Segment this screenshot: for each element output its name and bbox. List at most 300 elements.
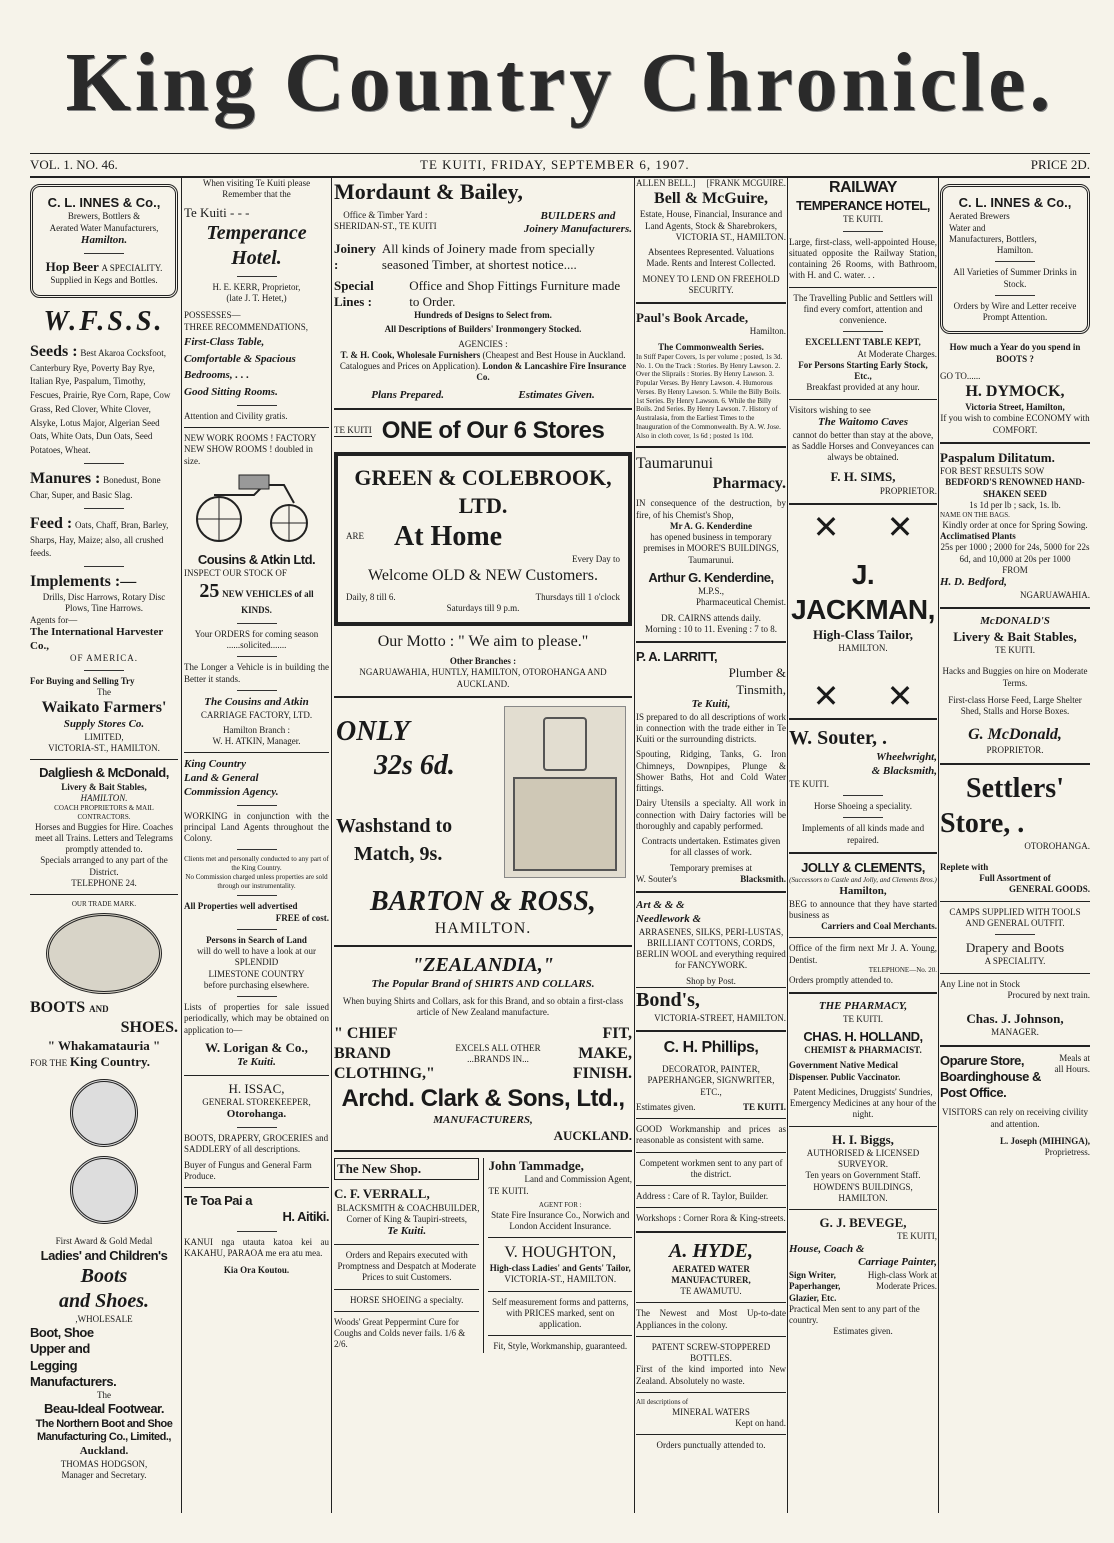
ad-text: (Cheapest and Best House in Auckland. Catalogues and Prices on Application). xyxy=(339,349,626,371)
ad-text: Orders punctually attended to. xyxy=(656,1440,766,1450)
ad-heading: G. McDonald, xyxy=(968,726,1062,744)
ad-text: Joinery Manufacturers. xyxy=(523,223,632,236)
ad-line: A SPECIALITY. xyxy=(101,262,163,273)
ad-heading: 25 xyxy=(199,580,220,602)
ad-heading: C. F. VERRALL, xyxy=(334,1186,430,1202)
ad-text: Otorohanga. xyxy=(226,1108,287,1121)
medals xyxy=(30,1077,178,1231)
ad-heading: H. DYMOCK, xyxy=(965,383,1065,400)
ad-heading: Manufacturers. xyxy=(30,1373,117,1389)
ad-heading: BARTON & ROSS, xyxy=(370,885,596,917)
ad-text: FREE of cost. xyxy=(275,912,329,923)
ad-text: W. Souter's xyxy=(636,873,677,884)
ad-text: Estimates given. xyxy=(636,1101,696,1112)
dateline xyxy=(30,157,1090,177)
ad-text: Pharmaceutical Chemist. xyxy=(696,597,786,608)
ad-text: When visiting Te Kuiti please Remember that the xyxy=(202,178,311,200)
ad-text: Practical Men sent to any part of the country. xyxy=(789,1303,920,1325)
ad-text: TE KUITI. xyxy=(843,214,883,225)
ad-text: SPLENDID xyxy=(234,957,279,968)
column-1 xyxy=(30,178,178,1513)
athome-row xyxy=(346,519,620,554)
ad-text: NGARUAWAHIA, HUNTLY, HAMILTON, OTOROHANGA AND AUCKLAND. xyxy=(359,667,607,689)
ad-text: THREE RECOMMENDATIONS, xyxy=(184,321,309,332)
ad-text: Good Sitting Rooms. xyxy=(184,386,278,398)
ad-text: All Descriptions of Builders' Ironmongery Stocked. xyxy=(384,324,582,335)
ad-heading: King Country. xyxy=(69,1054,151,1069)
ad-text: The Popular Brand of SHIRTS AND COLLARS. xyxy=(371,977,595,990)
ad-text: INSPECT OUR STOCK OF xyxy=(184,567,287,578)
ad-text: Manager and Secretary. xyxy=(61,1470,147,1480)
ad-text: NEW VEHICLES of all KINDS. xyxy=(222,589,314,615)
ad-text: Estimates given. xyxy=(833,1326,893,1337)
ad-text: MANAGER. xyxy=(991,1027,1039,1038)
ad-text: In Stiff Paper Covers, 1s per volume ; posted, 1s 3d. No. 1. On the Track : Stories. By Henry Lawson. 2. Over the Sliprails : Stories. By Henry Lawson. 3. Popular Verses. By Henry Lawson. 4. Humorous Verses. By Henry Lawson. 5. While the Billy Boils. 1st Series. By Henry Lawson. 6. While the Billy Boils. 2nd Series. By Henry Lawson. 7. History of Australasia, from the Earliest Times to the Inauguration of the Commonwealth. By A. W. Jose. Also in cloth cover, 1s 6d ; posted 1s 10d. xyxy=(636,352,783,440)
ad-text: PATENT SCREW-STOPPERED BOTTLES. xyxy=(651,1341,771,1363)
ad-text: Contracts undertaken. Estimates given for all classes of work. xyxy=(641,836,781,858)
ad-text: Blacksmith. xyxy=(740,873,786,884)
ad-text: FOR THE xyxy=(30,1058,68,1068)
ad-innes-2 xyxy=(940,184,1090,334)
ad-heading: Chas. J. Johnson, xyxy=(966,1011,1064,1026)
ad-line: Brewers, Bottlers & xyxy=(67,211,141,222)
ad-line: Hamilton. xyxy=(80,233,128,246)
ad-heading: Hop Beer xyxy=(45,258,99,274)
ad-text: [FRANK MCGUIRE. xyxy=(706,178,786,188)
ad-text: AGENT FOR : xyxy=(538,1200,582,1209)
ad-heading: TEMPERANCE HOTEL, xyxy=(796,198,930,213)
ad-text: WORKING in conjunction with the principal Land Agents throughout the Colony. xyxy=(184,810,329,843)
ad-text: Self measurement forms and patterns, with PRICES marked, sent on application. xyxy=(492,1296,629,1329)
ad-heading: P. A. LARRITT, xyxy=(636,649,718,664)
ad-text: PROPRIETOR. xyxy=(986,745,1044,756)
ad-heading: The Cousins and Atkin xyxy=(204,695,309,708)
ad-text: AGENCIES : xyxy=(458,338,508,349)
ad-text: IN consequence of the destruction, by fire, of his Chemist's Shop, xyxy=(636,498,786,520)
ad-text: For Buying and Selling Try xyxy=(30,675,135,686)
ad-heading: King Country xyxy=(184,758,247,771)
ad-text: ARRASENES, SILKS, PERI-LUSTAS, BRILLIANT COTTONS, CORDS, BERLIN WOOL and everything required for FANCYWORK. xyxy=(636,926,786,971)
ad-heading: ONLY xyxy=(336,715,410,747)
ad-text: Carriers and Coal Merchants. xyxy=(821,921,937,931)
oparure-row xyxy=(940,1053,1090,1102)
ad-title-wfss: W.F.S.S. xyxy=(43,305,165,337)
ad-text: NEW WORK ROOMS ! FACTORY xyxy=(184,433,317,443)
ad-text: Plans Prepared. xyxy=(371,388,444,401)
ad-text: CAMPS SUPPLIED WITH TOOLS AND GENERAL OUTFIT. xyxy=(949,906,1081,928)
ad-text: First of the kind imported into New Zealand. Absolutely no waste. xyxy=(636,1364,786,1386)
ad-text: Hamilton, xyxy=(839,884,887,897)
ad-heading: H. I. Biggs, xyxy=(832,1131,894,1147)
column-rule xyxy=(331,178,332,1513)
ad-heading: At Home xyxy=(394,521,503,553)
ad-text: has opened business in temporary premises in MOORE'S BUILDINGS, Taumarunui. xyxy=(643,532,779,565)
ad-text: Full Assortment of xyxy=(979,873,1051,883)
ad-heading: Ladies' and Children's xyxy=(40,1247,168,1263)
ad-text: Office and Shop Fittings Furniture made to Order. xyxy=(409,277,621,309)
ad-text: TE AWAMUTU. xyxy=(680,1286,742,1296)
ad-text: TE KUITI. xyxy=(843,1013,883,1024)
ad-text: Attention and Civility gratis. xyxy=(184,410,288,421)
ad-heading: Hotel. xyxy=(231,246,282,269)
ad-text: Office & Timber Yard : xyxy=(343,209,428,220)
ad-text: Persons in Search of Land xyxy=(206,934,307,945)
ad-text: Breakfast provided at any hour. xyxy=(806,382,920,393)
ad-heading: Te Kuiti - - - xyxy=(184,204,250,220)
ad-text: Ten years on Government Staff. xyxy=(805,1170,921,1181)
ad-text: Saturdays till 9 p.m. xyxy=(446,602,520,613)
ad-text: Carriage Painter, xyxy=(858,1256,937,1269)
ad-text: GOOD Workmanship and prices as reasonable as consistent with same. xyxy=(636,1124,786,1146)
ad-title: C. L. INNES & Co., xyxy=(47,195,161,210)
ad-heading: Paspalum Dilitatum. xyxy=(940,449,1055,465)
ad-heading: Waikato Farmers' xyxy=(41,699,167,716)
ad-text: Government Native Medical Dispenser. Public Vaccinator. xyxy=(789,1060,901,1082)
mordaunt-row xyxy=(334,210,632,238)
ad-text: BEDFORD'S RENOWNED HAND-SHAKEN SEED xyxy=(945,477,1085,499)
ad-text: Replete with xyxy=(940,861,989,872)
souter-row xyxy=(636,874,786,885)
gold-medal-icon xyxy=(70,1156,138,1224)
ad-text: High-class Ladies' and Gents' Tailor, xyxy=(489,1263,631,1273)
ad-text: L. Joseph (MIHINGA), xyxy=(999,1135,1090,1146)
ad-text: Corner of King & Taupiri-streets, xyxy=(346,1213,467,1224)
ad-text: TE KUITI. xyxy=(995,645,1035,655)
ad-text: Te Kuiti. xyxy=(237,1056,276,1068)
hours-row xyxy=(346,592,620,603)
ad-text: M.P.S., xyxy=(697,586,724,596)
ad-text: AND xyxy=(89,1003,109,1014)
ad-heading: H. ISSAC, xyxy=(228,1080,285,1096)
ad-seeds xyxy=(30,342,178,458)
ad-heading: Temperance xyxy=(206,221,307,244)
scissors-cross-icon: ✕ xyxy=(812,507,840,546)
ad-text: GENERAL STOREKEEPER, xyxy=(202,1097,311,1107)
bevege-row xyxy=(789,1270,937,1304)
ad-text: Estimates Given. xyxy=(518,388,595,401)
ad-text: All kinds of Joinery made from specially seasoned Timber, at shortest notice.... xyxy=(381,241,595,273)
ad-heading: J. JACKMAN, xyxy=(791,558,935,625)
ad-heading: Land & General xyxy=(184,772,259,784)
ad-text: No Commission charged unless properties are sold through our instrumentality. xyxy=(185,872,328,890)
ad-text: Workshops : Corner Rora & King-streets. xyxy=(636,1213,786,1224)
ad-text: A SPECIALITY. xyxy=(984,956,1046,967)
ad-heading: Washstand to xyxy=(336,814,453,837)
ad-text: VICTORIA-ST., HAMILTON. xyxy=(48,743,160,753)
cross-row xyxy=(789,507,937,546)
ad-heading: and xyxy=(58,1289,91,1312)
ad-text: Hundreds of Designs to Select from. xyxy=(414,310,552,320)
column-5 xyxy=(789,178,937,1513)
ad-text: NAME ON THE BAGS. xyxy=(940,511,1010,519)
ad-heading: Welcome OLD & NEW Customers. xyxy=(368,566,598,584)
ad-text: Absentees Represented. Valuations Made. Rents and Interest Collected. xyxy=(646,247,776,269)
ad-text: SHERIDAN-ST., TE KUITI xyxy=(334,220,437,231)
ad-text: When buying Shirts and Collars, ask for this Brand, and so obtain a first-class article of New Zealand manufacture. xyxy=(342,995,624,1017)
ad-text: The xyxy=(97,686,111,697)
ad-text: Orders promptly attended to. xyxy=(789,974,893,985)
ad-text: OF AMERICA. xyxy=(69,653,138,664)
ad-heading: H. D. Bedford, xyxy=(940,576,1007,588)
ad-text: AERATED WATER MANUFACTURER, xyxy=(671,1263,751,1285)
ad-heading: F. H. SIMS, xyxy=(830,469,896,485)
ad-heading: Cousins & Atkin Ltd. xyxy=(197,551,316,567)
column-2 xyxy=(184,178,329,1513)
ad-text: First-class Horse Feed, Large Shelter Shed, Stalls and Horse Boxes. xyxy=(948,694,1082,716)
ad-heading: Implements :— xyxy=(30,573,137,590)
ad-text: Horses and Buggies for Hire. Coaches meet all Trains. Letters and Telegrams promptly attended to. xyxy=(35,821,173,854)
ad-line: Aerated Brewers xyxy=(949,211,1010,222)
ad-heading: Manures : xyxy=(30,469,101,487)
column-rule xyxy=(787,178,788,1513)
scissors-cross-icon: ✕ xyxy=(812,677,840,716)
ad-text: HAMILTON. xyxy=(434,919,532,937)
ad-text: Lists of properties for sale issued periodically, which may be obtained on application to— xyxy=(184,1002,329,1035)
ad-heading: Archd. Clark & Sons, Ltd., xyxy=(341,1085,625,1112)
ad-text: First Award & Gold Medal xyxy=(55,1236,153,1247)
ad-text: (Successors to Castle and Jolly, and Clements Bros.) xyxy=(789,876,937,884)
ad-text: AUCKLAND. xyxy=(553,1127,632,1143)
ad-heading: Upper and xyxy=(30,1341,90,1357)
ad-heading: ONE of Our 6 Stores xyxy=(381,417,605,445)
ad-text: VICTORIA-STREET, HAMILTON. xyxy=(654,1012,786,1023)
ad-text: Estate, House, Financial, Insurance and Land Agents, Stock & Sharebrokers, xyxy=(639,209,783,231)
ad-text: GO TO...... xyxy=(940,370,981,381)
ad-text: KANUI nga utauta katoa kei au KAKAHU, PARAOA me era atu mea. xyxy=(184,1236,329,1258)
ad-text: NEW SHOW ROOMS ! doubled in size. xyxy=(184,444,313,466)
ad-line: All Varieties of Summer Drinks in Stock. xyxy=(953,267,1077,289)
award-medal-icon xyxy=(70,1079,138,1147)
ad-text: All Properties well advertised xyxy=(184,901,298,912)
ad-text: Horse Shoeing a speciality. xyxy=(814,801,912,811)
ad-text: will do well to have a look at our xyxy=(197,946,316,956)
ad-text: Hacks and Buggies on hire on Moderate Terms. xyxy=(942,666,1088,688)
ad-text: TE KUITI. xyxy=(789,778,829,789)
ad-text: Clients met and personally conducted to any part of the King Country. xyxy=(184,855,329,872)
ad-heading: Commission Agency. xyxy=(184,785,279,798)
ad-heading: Paul's Book Arcade, xyxy=(636,310,749,325)
ad-text: Kept on hand. xyxy=(735,1417,786,1428)
ad-heading: Seeds : xyxy=(30,342,78,360)
ad-text: Sign Writer, Paperhanger, Glazier, Etc. xyxy=(789,1270,841,1303)
plans-row xyxy=(334,389,632,403)
trademark-logo-icon xyxy=(46,913,162,994)
ad-text: Hamilton. xyxy=(749,326,786,337)
column-4 xyxy=(636,178,786,1513)
ad-heading: Beau-Ideal Footwear. xyxy=(43,1401,165,1417)
ad-heading: "ZEALANDIA," xyxy=(412,953,554,976)
ad-text: The Longer a Vehicle is in building the Better it stands. xyxy=(184,662,329,684)
ad-text: DR. CAIRNS attends daily. xyxy=(661,612,761,623)
ad-text: VISITORS can rely on receiving civility and attention. xyxy=(941,1107,1089,1129)
ad-text: Any Line not in Stock xyxy=(940,978,1020,989)
ad-text: Auckland. xyxy=(79,1445,129,1457)
ad-tammadge xyxy=(484,1158,632,1353)
ad-heading: Match, 9s. xyxy=(354,842,443,865)
ad-heading: The Waitomo Caves xyxy=(817,415,909,428)
column-3 xyxy=(334,178,632,1513)
ad-text: W. H. ATKIN, Manager. xyxy=(212,736,301,746)
ad-heading: Bond's, xyxy=(636,988,700,1011)
ad-heading: McDONALD'S xyxy=(980,615,1050,627)
ad-text: The International Harvester Co., xyxy=(30,625,164,652)
ad-text: FROM xyxy=(1002,564,1028,575)
ad-text: CARRIAGE FACTORY, LTD. xyxy=(200,709,313,720)
ad-heading: BOOTS xyxy=(30,998,86,1016)
ad-heading: Taumarunui xyxy=(636,455,714,473)
ad-text: BOOTS, DRAPERY, GROCERIES and SADDLERY of all descriptions. xyxy=(184,1133,329,1155)
ad-heading: Needlework & xyxy=(636,912,702,925)
ad-heading: A. HYDE, xyxy=(669,1239,753,1262)
ad-text: Competent workmen sent to any part of the district. xyxy=(639,1157,783,1179)
ad-text: Temporary premises at xyxy=(669,862,753,873)
ad-text: Every Day to xyxy=(572,554,620,565)
ad-heading: Shoes. xyxy=(95,1289,150,1312)
ad-text: TELEPHONE 24. xyxy=(71,877,137,888)
ad-text: Best Akaroa Cocksfoot, Canterbury Rye, Poverty Bay Rye, Italian Rye, Paspalum, Timothy, Fescues, Prairie, Rye Corn, Rape, Cow Grass, Red Clover, White Clover, Alsyke, Lotus Major, Algerian Seed Oats, White Oats, Dun Oats, Seed Potatoes, Wheat. xyxy=(30,347,171,455)
ad-text: For Persons Starting Early Stock, Etc., xyxy=(798,359,928,381)
ad-text: THOMAS HODGSON, xyxy=(60,1458,148,1469)
buggy-illustration-icon xyxy=(184,467,324,547)
ad-line: Aerated Water Manufacturers, xyxy=(49,222,159,233)
ad-heading: RAILWAY xyxy=(829,179,897,196)
ad-text: BLACKSMITH & COACHBUILDER, xyxy=(336,1202,480,1213)
ad-heading: THE PHARMACY, xyxy=(818,999,908,1012)
ad-text: Kia Ora Koutou. xyxy=(223,1265,290,1275)
ad-text: cannot do better than stay at the above, as Saddle Horses and Conveyances can always be obtained. xyxy=(792,429,934,462)
ad-text: Te Kuiti. xyxy=(387,1225,427,1237)
ad-text: COACH PROPRIETORS & MAIL CONTRACTORS. xyxy=(54,804,154,821)
ad-manures xyxy=(30,469,178,503)
ad-heading: " Whakamatauria " xyxy=(47,1037,161,1053)
ad-feed xyxy=(30,514,178,562)
ad-text: H. E. KERR, Proprietor, xyxy=(212,281,301,292)
ad-text: Agents for— xyxy=(30,614,78,625)
ad-text: POSSESSES— xyxy=(184,310,241,321)
ad-heading: Te Toa Pai a xyxy=(184,1193,252,1208)
ad-text: Large, first-class, well-appointed House, situated opposite the Railway Station, containing 26 Rooms, with Bathroom, with H. and C. water. . . xyxy=(789,236,937,281)
ad-text: ...BRANDS IN... xyxy=(467,1054,529,1064)
ad-heading: John Tammadge, xyxy=(488,1158,584,1173)
ad-heading: The New Shop. xyxy=(334,1158,479,1180)
ad-text: All descriptions of xyxy=(636,1397,689,1406)
ad-text: LIMESTONE COUNTRY xyxy=(208,968,305,979)
ad-text: Your ORDERS for coming season ......solicited....... xyxy=(194,628,319,650)
ad-text: The Newest and Most Up-to-date Appliances in the colony. xyxy=(636,1308,786,1330)
ad-text: The Travelling Public and Settlers will find every comfort, attention and convenience. xyxy=(793,292,933,325)
ad-text: Office of the firm next Mr J. A. Young, Dentist. xyxy=(789,943,937,965)
ad-text: T. & H. Cook, Wholesale Furnishers xyxy=(340,349,481,360)
ad-heading: SHOES. xyxy=(120,1018,178,1036)
ad-line: Hamilton. xyxy=(996,245,1034,255)
ad-text: TE KUITI. xyxy=(488,1185,529,1196)
ad-text: LIMITED, xyxy=(84,731,124,742)
ad-green-colebrook xyxy=(334,452,632,626)
ad-heading: High-Class Tailor, xyxy=(813,626,913,642)
ad-text: Address : Care of R. Taylor, Builder. xyxy=(636,1191,769,1201)
ad-text: Orders and Repairs executed with Promptness and Despatch at Moderate Prices to suit Customers. xyxy=(337,1249,476,1283)
ad-heading: Tinsmith, xyxy=(736,681,786,697)
ad-text: OUR TRADE MARK. xyxy=(71,900,137,908)
ad-line: Water and xyxy=(949,222,986,233)
ad-heading: " CHIEF BRAND CLOTHING," xyxy=(334,1025,435,1082)
ad-text: ARE xyxy=(346,531,364,542)
ad-text: High-class Work at Moderate Prices. xyxy=(867,1270,937,1292)
ad-text: Meals at all Hours. xyxy=(1054,1052,1090,1074)
joinery-row xyxy=(334,241,632,274)
volume-number: VOL. 1. NO. 46. xyxy=(30,157,118,172)
ad-text: EXCELS ALL OTHER xyxy=(455,1042,541,1053)
ad-heading: Livery & Bait Stables, xyxy=(953,628,1077,644)
ad-text: Buyer of Fungus and General Farm Produce. xyxy=(184,1159,312,1181)
ad-text: CHEMIST & PHARMACIST. xyxy=(804,1045,922,1055)
ad-title: C. L. INNES & Co., xyxy=(958,195,1072,210)
ad-heading: Arthur G. Kenderdine, xyxy=(648,569,774,585)
ad-text: How much a Year do you spend in BOOTS ? xyxy=(949,342,1081,364)
ad-heading: Boot, Shoe xyxy=(30,1325,94,1340)
scissors-cross-icon: ✕ xyxy=(886,507,914,546)
ad-heading: Art & & & xyxy=(636,899,685,911)
ad-line: Manufacturers, Bottlers, xyxy=(949,233,1037,244)
ad-heading: Pharmacy. xyxy=(712,475,786,493)
ad-text: Dairy Utensils a specialty. All work in connection with Dairy factories will be thoroughly and capably performed. xyxy=(636,798,786,831)
ad-text: BUILDERS and xyxy=(540,209,616,222)
ad-text: (late J. T. Hetet,) xyxy=(226,293,287,303)
ad-heading: GREEN & COLEBROOK, LTD. xyxy=(354,465,612,518)
ad-text: OTOROHANGA. xyxy=(1024,840,1090,851)
issue-date: TE KUITI, FRIDAY, SEPTEMBER 6, 1907. xyxy=(420,157,690,172)
scissors-cross-icon: ✕ xyxy=(886,677,914,716)
ad-heading: JOLLY & CLEMENTS, xyxy=(801,859,925,875)
ad-text: Other Branches : xyxy=(449,656,517,666)
column-6 xyxy=(940,178,1090,1513)
column-rule xyxy=(938,178,939,1513)
ad-text: Shop by Post. xyxy=(636,976,786,988)
ad-heading: W. Lorigan & Co., xyxy=(205,1039,308,1055)
ad-text: BEG to announce that they have started business as xyxy=(789,898,937,920)
ad-text: PROPRIETOR. xyxy=(879,485,937,496)
ad-text: Implements of all kinds made and repaired. xyxy=(801,823,925,845)
ad-text: Bonedust, Bone Char, Super, and Basic Slag. xyxy=(30,474,161,500)
ad-heading: Dalgliesh & McDonald, xyxy=(39,765,169,781)
special-row xyxy=(334,278,632,311)
ad-line: Orders by Wire and Letter receive Prompt Attention. xyxy=(953,300,1077,322)
ad-text: Supply Stores Co. xyxy=(63,718,145,730)
ad-text: MONEY TO LEND ON FREEHOLD SECURITY. xyxy=(642,273,780,295)
ad-text: London & Lancashire Fire Insurance Co. xyxy=(476,361,627,383)
ad-text: Spouting, Ridging, Tanks, G. Iron Chimneys, Downpipes, Plunge & Shower Baths, Hot and Cold Water fittings. xyxy=(636,749,786,793)
ad-text: Acclimatised Plants xyxy=(940,531,1016,541)
ad-text: Morning : 10 to 11. Evening : 7 to 8. xyxy=(645,623,777,634)
ad-text: TE KUITI. xyxy=(742,1101,786,1112)
ad-text: ,WHOLESALE xyxy=(75,1313,133,1324)
ad-text: TE KUITI xyxy=(334,425,372,437)
ad-text: 1s 1d per lb ; sack, 1s. lb. xyxy=(969,499,1061,510)
ad-text: ALLEN BELL.] xyxy=(636,178,696,188)
ad-text: Visitors wishing to see xyxy=(789,404,871,415)
ad-text: First-Class Table, xyxy=(184,335,265,348)
ad-text: TE KUITI, xyxy=(897,1231,937,1242)
ad-text: Te Kuiti, xyxy=(691,697,731,710)
ad-text: Oats, Chaff, Bran, Barley, Sharps, Hay, Maize; also, all crushed feeds. xyxy=(30,519,169,559)
ad-heading: Oparure Store, Boardinghouse & Post Office. xyxy=(940,1052,1041,1100)
ad-text: Comfortable & Spacious xyxy=(184,352,296,365)
ad-text: The xyxy=(97,1390,111,1400)
ad-heading: 32s 6d. xyxy=(374,749,455,781)
ad-text: & Blacksmith, xyxy=(871,765,937,777)
chief-row xyxy=(334,1024,632,1084)
ad-text: Victoria Street, Hamilton, xyxy=(965,402,1065,412)
